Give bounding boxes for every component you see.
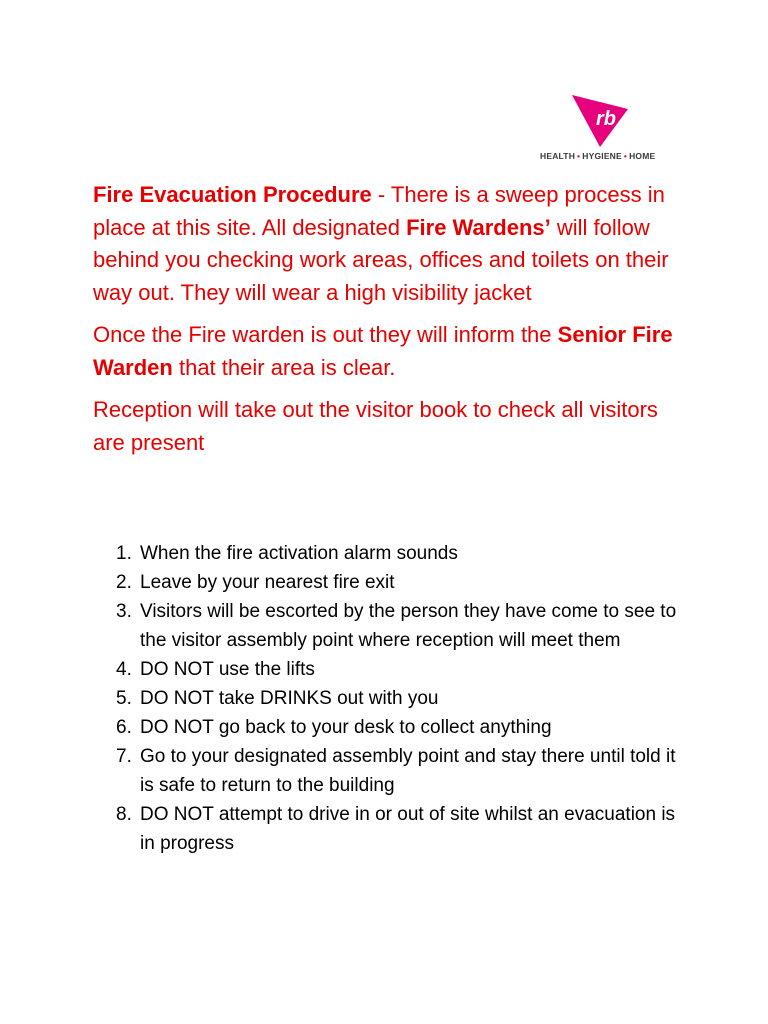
fire-wardens-term: Fire Wardens’ xyxy=(406,214,551,240)
step-text: Go to your designated assembly point and stay there until told it is safe to return to the building xyxy=(140,746,676,796)
step-number: 5. xyxy=(116,688,132,709)
step-number: 1. xyxy=(116,543,132,564)
rb-logo-icon xyxy=(570,95,630,147)
step-text: DO NOT attempt to drive in or out of site whilst an evacuation is in progress xyxy=(140,804,676,854)
tagline-home: HOME xyxy=(629,151,656,161)
step-number: 4. xyxy=(116,659,132,680)
step-number: 6. xyxy=(116,717,132,738)
step-text: When the fire activation alarm sounds xyxy=(140,543,458,564)
logo-mark-text: rb xyxy=(596,108,616,130)
tagline-separator: • xyxy=(623,151,628,161)
step-number: 7. xyxy=(116,746,132,767)
list-item xyxy=(103,568,683,597)
tagline-separator: • xyxy=(577,151,581,161)
list-item xyxy=(103,597,683,655)
list-item xyxy=(103,655,683,684)
list-item xyxy=(103,539,683,568)
list-item xyxy=(103,713,683,742)
step-text: Leave by your nearest fire exit xyxy=(140,572,395,593)
list-item xyxy=(103,742,683,800)
list-item xyxy=(103,800,683,858)
intro-paragraph-reception: Reception will take out the visitor book to check all visitors are present xyxy=(93,397,658,455)
step-text: DO NOT go back to your desk to collect anything xyxy=(140,717,552,738)
senior-fire-warden-term: Senior Fire Warden xyxy=(93,322,673,380)
logo-tagline xyxy=(540,151,662,161)
intro-text-segment: that their area is clear. xyxy=(172,354,396,380)
intro-text-segment: Once the Fire warden is out they will inform the xyxy=(93,322,558,347)
rb-logo xyxy=(540,95,662,165)
step-number: 8. xyxy=(116,804,132,825)
intro-paragraph-senior-warden xyxy=(93,319,693,384)
step-number: 3. xyxy=(116,601,132,622)
tagline-health: HEALTH xyxy=(540,151,576,161)
step-number: 2. xyxy=(116,572,132,593)
step-text: DO NOT use the lifts xyxy=(140,659,315,680)
evacuation-steps-list xyxy=(103,539,683,858)
intro-text-segment: will follow behind you checking work areas, offices and toilets on their way out. They will wear a high visibility jacket xyxy=(93,214,669,305)
step-text: Visitors will be escorted by the person they have come to see to the visitor assembly point where reception will meet them xyxy=(140,601,677,651)
step-text: DO NOT take DRINKS out with you xyxy=(140,688,439,709)
intro-paragraph-procedure xyxy=(93,179,693,309)
intro-text-segment: - There is a sweep process in place at this site. All designated xyxy=(93,182,665,240)
intro-text xyxy=(93,179,693,469)
procedure-title: Fire Evacuation Procedure xyxy=(93,182,372,207)
list-item xyxy=(103,684,683,713)
tagline-hygiene: HYGIENE xyxy=(582,151,622,161)
